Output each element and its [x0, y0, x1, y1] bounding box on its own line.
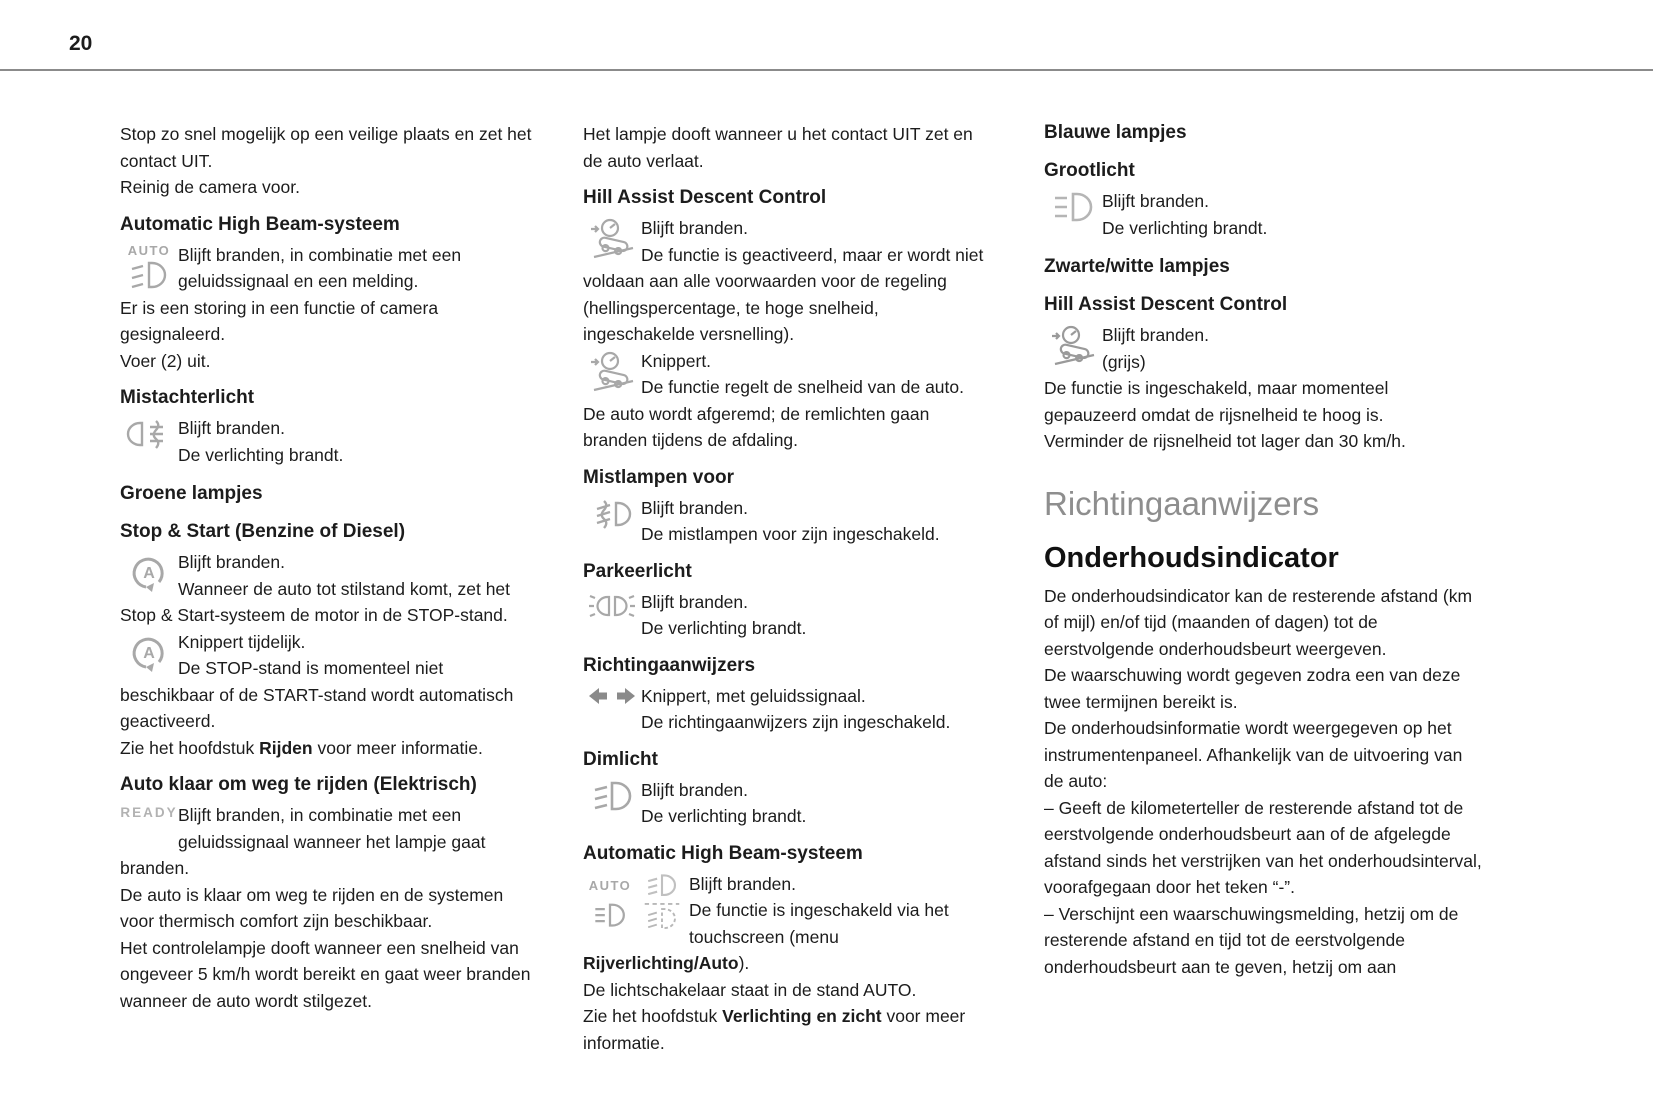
indicator-item: READY Blijft branden, in combinatie met een geluidssignaal wanneer het lampje gaat branden.: [120, 802, 540, 882]
turn-arrows-glyph: [589, 685, 635, 707]
stop-start-glyph: [129, 631, 169, 673]
column-left: [120, 121, 540, 1056]
paragraph: Reinig de camera voor.: [120, 177, 300, 197]
list-item: – Geeft de kilometerteller de resterende afstand tot de eerstvolgende onderhoudsbeurt aan of de afgelegde afstand sinds het verstrijken van het onderhoudsinterval, voorafgegaan door het teken “-”.: [1044, 797, 1482, 897]
indicator-item: Blijft branden. De verlichting brandt.: [583, 589, 993, 642]
paragraph-see-chapter: Zie het hoofdstuk Rijden voor meer informatie.: [120, 737, 483, 758]
page-number: 20: [69, 32, 93, 55]
svg-text:A: A: [143, 565, 155, 582]
indicator-item: Knippert, met geluidssignaal. De richtingaanwijzers zijn ingeschakeld.: [583, 683, 993, 736]
section-heading-rear-fog: Mistachterlicht: [120, 387, 255, 408]
low-beam-icon: [644, 873, 680, 899]
indicator-item: A Knippert tijdelijk. De STOP-stand is momenteel niet beschikbaar of de START-stand wordt automatisch geactiveerd.: [120, 629, 540, 735]
indicator-item: Blijft branden. De functie is geactiveerd, maar er wordt niet voldaan aan alle voorwaarden voor de regeling (hellingspercentage, te hoge snelheid, ingeschakelde versnelling).: [583, 215, 993, 348]
menu-reference: Rijverlichting/Auto: [583, 953, 739, 973]
chapter-reference: Verlichting en zicht: [722, 1006, 882, 1026]
indicator-item: Blijft branden. De mistlampen voor zijn ingeschakeld.: [583, 495, 993, 548]
stop-start-glyph: [129, 551, 169, 593]
paragraph: Er is een storing in een functie of camera gesignaleerd.: [120, 297, 439, 344]
section-heading-turn-signals: Richtingaanwijzers: [583, 654, 756, 676]
column-middle: [583, 121, 993, 1056]
auto-high-beam-cluster-icon: AUTO: [583, 871, 689, 930]
category-heading-green-lamps: Groene lampjes: [120, 483, 263, 504]
paragraph: De waarschuwing wordt gegeven zodra een van deze twee termijnen bereikt is.: [1044, 665, 1461, 712]
hill-descent-glyph: [588, 217, 636, 259]
ready-indicator-icon: READY: [120, 805, 178, 820]
svg-text:A: A: [143, 644, 155, 662]
indicator-item: A Blijft branden. Wanneer de auto tot stilstand komt, zet het Stop & Start-systeem de motor in de STOP-stand.: [120, 549, 540, 629]
indicator-item: Blijft branden. De verlichting brandt.: [1044, 188, 1484, 241]
hill-descent-indicator-icon: [1044, 322, 1102, 375]
rear-fog-glyph: [126, 417, 172, 453]
section-heading-hill-assist: Hill Assist Descent Control: [583, 187, 827, 208]
stop-start-indicator-icon: [120, 629, 178, 682]
indicator-item: AUTO Blijft branden. De functie is ingeschakeld via het touchscreen (menu Rijverlichting/Auto).: [583, 871, 993, 977]
rear-fog-light-icon: [120, 415, 178, 468]
chapter-reference: Rijden: [259, 737, 313, 758]
turn-signal-arrows-icon: [583, 683, 641, 736]
indicator-item: Blijft branden. (grijs): [1044, 322, 1484, 375]
auto-high-beam-indicator-icon: AUTO: [120, 242, 178, 295]
front-fog-light-icon: [583, 495, 641, 548]
parking-light-glyph: [588, 591, 636, 621]
paragraph-menu: De functie is ingeschakeld via het touchscreen (menu Rijverlichting/Auto).: [583, 900, 949, 973]
paragraph-see-chapter: Zie het hoofdstuk Verlichting en zicht voor meer informatie.: [583, 1006, 966, 1053]
indicator-item: AUTO Blijft branden, in combinatie met een geluidssignaal en een melding.: [120, 242, 540, 295]
hill-descent-indicator-icon: [583, 348, 641, 401]
low-beam-icon: [127, 260, 171, 290]
hill-descent-glyph: [1049, 324, 1097, 366]
high-beam-glyph: [1051, 190, 1095, 224]
category-heading-black-white-lamps: Zwarte/witte lampjes: [1044, 256, 1230, 277]
low-beam-indicator-icon: [583, 777, 641, 830]
section-heading-high-beam: Grootlicht: [1044, 160, 1135, 181]
paragraph: De lichtschakelaar staat in de stand AUTO.: [583, 979, 917, 1000]
paragraph: Het lampje dooft wanneer u het contact UIT zet en de auto verlaat.: [583, 124, 973, 171]
paragraph: De auto is klaar om weg te rijden en de systemen voor thermisch comfort zijn beschikbaar.: [120, 884, 504, 931]
indicator-item: Blijft branden. De verlichting brandt.: [120, 415, 540, 468]
dashed-low-beam-icon: [643, 902, 681, 930]
header-divider: [0, 69, 1653, 71]
section-heading-ready-electric: Auto klaar om weg te rijden (Elektrisch): [120, 774, 477, 795]
indicator-item: Knippert. De functie regelt de snelheid van de auto.: [583, 348, 993, 401]
paragraph: Het controlelampje dooft wanneer een snelheid van ongeveer 5 km/h wordt bereikt en gaat weer branden wanneer de auto wordt stilgezet.: [120, 937, 531, 1011]
high-beam-indicator-icon: [1044, 188, 1102, 241]
paragraph: De onderhoudsinformatie wordt weergegeven op het instrumentenpaneel. Afhankelijk van de uitvoering van de auto:: [1044, 718, 1463, 791]
high-beam-icon: [591, 902, 629, 930]
paragraph: Stop zo snel mogelijk op een veilige plaats en zet het contact UIT.: [120, 124, 532, 171]
section-heading-stop-start: Stop & Start (Benzine of Diesel): [120, 521, 406, 542]
section-heading-automatic-high-beam: Automatic High Beam-systeem: [583, 842, 863, 864]
page-content: [120, 121, 1484, 1056]
paragraph: De auto wordt afgeremd; de remlichten gaan branden tijdens de afdaling.: [583, 403, 930, 450]
paragraph: Voer (2) uit.: [120, 350, 211, 371]
section-heading-low-beam: Dimlicht: [583, 748, 658, 770]
section-heading-hill-assist: Hill Assist Descent Control: [1044, 294, 1288, 315]
section-heading-parking-light: Parkeerlicht: [583, 560, 692, 582]
hill-descent-glyph: [588, 350, 636, 392]
section-heading-front-fog: Mistlampen voor: [583, 466, 734, 488]
chapter-heading-turn-signals: Richtingaanwijzers: [1044, 484, 1320, 522]
paragraph: De onderhoudsindicator kan de resterende afstand (km of mijl) en/of tijd (maanden of dagen) tot de eerstvolgende onderhoudsbeurt weergeven.: [1044, 585, 1473, 659]
paragraph: De functie is ingeschakeld, maar momenteel gepauzeerd omdat de rijsnelheid te hoog is.: [1044, 378, 1389, 425]
paragraph: Verminder de rijsnelheid tot lager dan 30 km/h.: [1044, 431, 1406, 451]
hill-descent-indicator-icon: [583, 215, 641, 268]
column-right: [1044, 121, 1484, 1056]
low-beam-glyph: [590, 779, 634, 813]
category-heading-blue-lamps: Blauwe lampjes: [1044, 122, 1187, 143]
list-item: – Verschijnt een waarschuwingsmelding, hetzij om de resterende afstand en tijd tot de eerstvolgende onderhoudsbeurt aan te geven, hetzij om aan: [1044, 903, 1459, 977]
indicator-item: Blijft branden. De verlichting brandt.: [583, 777, 993, 830]
chapter-heading-service-indicator: Onderhoudsindicator: [1044, 541, 1339, 574]
section-heading-automatic-high-beam: Automatic High Beam-systeem: [120, 213, 400, 235]
parking-light-icon: [583, 589, 641, 642]
front-fog-glyph: [589, 497, 635, 533]
stop-start-indicator-icon: [120, 549, 178, 602]
